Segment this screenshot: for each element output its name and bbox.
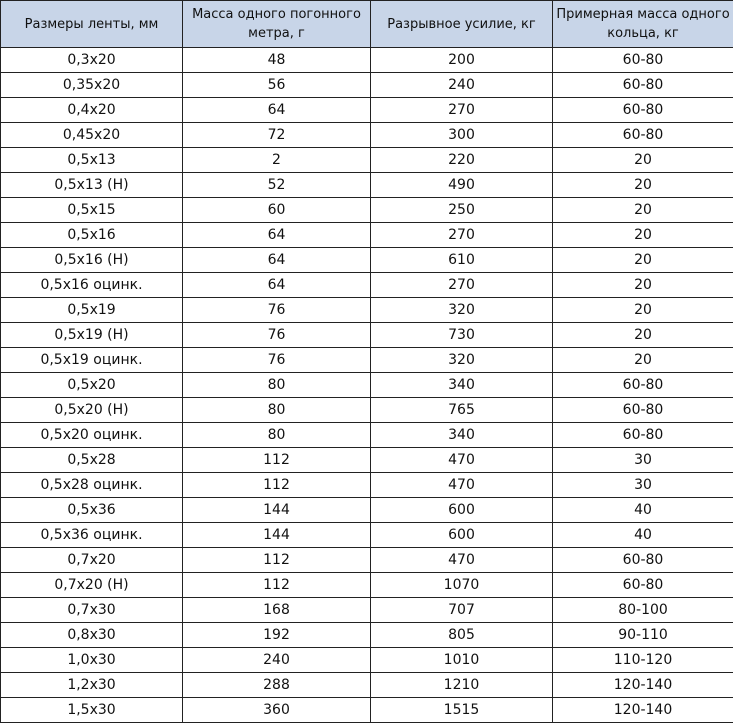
cell-coil-mass: 80-100 — [553, 598, 733, 623]
cell-mass-per-meter: 2 — [183, 148, 371, 173]
cell-mass-per-meter: 76 — [183, 348, 371, 373]
cell-tape-size: 1,5x30 — [1, 698, 183, 723]
header-row — [1, 1, 733, 48]
cell-coil-mass: 60-80 — [553, 398, 733, 423]
table-row — [1, 448, 733, 473]
cell-tape-size: 0,5x20 — [1, 373, 183, 398]
table-row — [1, 498, 733, 523]
cell-breaking-force: 600 — [371, 498, 553, 523]
cell-coil-mass: 20 — [553, 348, 733, 373]
cell-breaking-force: 1070 — [371, 573, 553, 598]
cell-tape-size: 0,5x16 — [1, 223, 183, 248]
table-row — [1, 523, 733, 548]
table-body — [1, 48, 733, 723]
table-row — [1, 648, 733, 673]
cell-breaking-force: 765 — [371, 398, 553, 423]
table-row — [1, 573, 733, 598]
cell-tape-size: 0,5x13 — [1, 148, 183, 173]
cell-coil-mass: 20 — [553, 198, 733, 223]
cell-breaking-force: 220 — [371, 148, 553, 173]
cell-breaking-force: 270 — [371, 273, 553, 298]
table-header — [1, 1, 733, 48]
table-row — [1, 173, 733, 198]
cell-mass-per-meter: 64 — [183, 248, 371, 273]
cell-tape-size: 1,2x30 — [1, 673, 183, 698]
cell-mass-per-meter: 72 — [183, 123, 371, 148]
cell-mass-per-meter: 64 — [183, 223, 371, 248]
cell-coil-mass: 90-110 — [553, 623, 733, 648]
table-row — [1, 598, 733, 623]
cell-breaking-force: 340 — [371, 423, 553, 448]
cell-tape-size: 0,5x16 (H) — [1, 248, 183, 273]
table-row — [1, 548, 733, 573]
table-row — [1, 698, 733, 723]
cell-tape-size: 0,5x19 (H) — [1, 323, 183, 348]
cell-tape-size: 1,0x30 — [1, 648, 183, 673]
table-row — [1, 473, 733, 498]
cell-mass-per-meter: 360 — [183, 698, 371, 723]
table-row — [1, 398, 733, 423]
cell-breaking-force: 470 — [371, 548, 553, 573]
cell-coil-mass: 60-80 — [553, 573, 733, 598]
cell-coil-mass: 120-140 — [553, 698, 733, 723]
cell-breaking-force: 730 — [371, 323, 553, 348]
cell-coil-mass: 60-80 — [553, 98, 733, 123]
table-row — [1, 673, 733, 698]
cell-mass-per-meter: 48 — [183, 48, 371, 73]
cell-tape-size: 0,5x36 оцинк. — [1, 523, 183, 548]
table-row — [1, 623, 733, 648]
cell-coil-mass: 110-120 — [553, 648, 733, 673]
cell-mass-per-meter: 52 — [183, 173, 371, 198]
cell-coil-mass: 40 — [553, 523, 733, 548]
cell-tape-size: 0,7x20 — [1, 548, 183, 573]
cell-breaking-force: 1515 — [371, 698, 553, 723]
cell-tape-size: 0,5x19 оцинк. — [1, 348, 183, 373]
cell-coil-mass: 20 — [553, 273, 733, 298]
cell-coil-mass: 20 — [553, 223, 733, 248]
cell-coil-mass: 20 — [553, 148, 733, 173]
cell-coil-mass: 60-80 — [553, 123, 733, 148]
cell-tape-size: 0,4x20 — [1, 98, 183, 123]
table-row — [1, 273, 733, 298]
table-row — [1, 223, 733, 248]
header-tape-size: Размеры ленты, мм — [1, 1, 183, 48]
cell-breaking-force: 270 — [371, 223, 553, 248]
cell-mass-per-meter: 56 — [183, 73, 371, 98]
cell-coil-mass: 60-80 — [553, 48, 733, 73]
cell-breaking-force: 270 — [371, 98, 553, 123]
cell-coil-mass: 30 — [553, 448, 733, 473]
cell-tape-size: 0,5x16 оцинк. — [1, 273, 183, 298]
cell-breaking-force: 805 — [371, 623, 553, 648]
cell-breaking-force: 470 — [371, 448, 553, 473]
cell-coil-mass: 60-80 — [553, 548, 733, 573]
table-row — [1, 323, 733, 348]
cell-coil-mass: 20 — [553, 323, 733, 348]
cell-breaking-force: 600 — [371, 523, 553, 548]
cell-breaking-force: 300 — [371, 123, 553, 148]
cell-breaking-force: 240 — [371, 73, 553, 98]
cell-tape-size: 0,7x30 — [1, 598, 183, 623]
cell-breaking-force: 1210 — [371, 673, 553, 698]
cell-tape-size: 0,5x36 — [1, 498, 183, 523]
cell-tape-size: 0,3x20 — [1, 48, 183, 73]
cell-mass-per-meter: 64 — [183, 273, 371, 298]
header-mass-per-meter: Масса одного погонного метра, г — [183, 1, 371, 48]
table-row — [1, 148, 733, 173]
table-row — [1, 123, 733, 148]
table-row — [1, 198, 733, 223]
header-breaking-force: Разрывное усилие, кг — [371, 1, 553, 48]
cell-tape-size: 0,5x20 (H) — [1, 398, 183, 423]
cell-coil-mass: 20 — [553, 298, 733, 323]
table-row — [1, 98, 733, 123]
cell-breaking-force: 200 — [371, 48, 553, 73]
cell-breaking-force: 320 — [371, 348, 553, 373]
cell-coil-mass: 20 — [553, 173, 733, 198]
cell-tape-size: 0,8x30 — [1, 623, 183, 648]
cell-breaking-force: 490 — [371, 173, 553, 198]
cell-tape-size: 0,5x20 оцинк. — [1, 423, 183, 448]
table-row — [1, 348, 733, 373]
table-row — [1, 298, 733, 323]
cell-mass-per-meter: 240 — [183, 648, 371, 673]
cell-mass-per-meter: 80 — [183, 423, 371, 448]
cell-tape-size: 0,5x28 оцинк. — [1, 473, 183, 498]
cell-mass-per-meter: 144 — [183, 523, 371, 548]
cell-mass-per-meter: 288 — [183, 673, 371, 698]
cell-coil-mass: 60-80 — [553, 73, 733, 98]
cell-mass-per-meter: 76 — [183, 298, 371, 323]
cell-breaking-force: 340 — [371, 373, 553, 398]
table-row — [1, 48, 733, 73]
cell-breaking-force: 320 — [371, 298, 553, 323]
cell-mass-per-meter: 192 — [183, 623, 371, 648]
cell-tape-size: 0,5x15 — [1, 198, 183, 223]
cell-mass-per-meter: 76 — [183, 323, 371, 348]
cell-mass-per-meter: 112 — [183, 548, 371, 573]
cell-mass-per-meter: 80 — [183, 373, 371, 398]
cell-tape-size: 0,7x20 (H) — [1, 573, 183, 598]
cell-tape-size: 0,5x13 (H) — [1, 173, 183, 198]
cell-coil-mass: 30 — [553, 473, 733, 498]
table-row — [1, 373, 733, 398]
cell-coil-mass: 60-80 — [553, 373, 733, 398]
cell-breaking-force: 470 — [371, 473, 553, 498]
cell-breaking-force: 707 — [371, 598, 553, 623]
cell-mass-per-meter: 168 — [183, 598, 371, 623]
cell-coil-mass: 20 — [553, 248, 733, 273]
cell-mass-per-meter: 112 — [183, 448, 371, 473]
table-row — [1, 73, 733, 98]
cell-mass-per-meter: 112 — [183, 473, 371, 498]
header-coil-mass: Примерная масса одного кольца, кг — [553, 1, 733, 48]
cell-mass-per-meter: 80 — [183, 398, 371, 423]
cell-tape-size: 0,5x28 — [1, 448, 183, 473]
cell-tape-size: 0,5x19 — [1, 298, 183, 323]
cell-coil-mass: 40 — [553, 498, 733, 523]
cell-breaking-force: 1010 — [371, 648, 553, 673]
cell-tape-size: 0,35x20 — [1, 73, 183, 98]
table-row — [1, 423, 733, 448]
cell-breaking-force: 250 — [371, 198, 553, 223]
cell-mass-per-meter: 112 — [183, 573, 371, 598]
cell-breaking-force: 610 — [371, 248, 553, 273]
cell-tape-size: 0,45x20 — [1, 123, 183, 148]
cell-mass-per-meter: 60 — [183, 198, 371, 223]
cell-mass-per-meter: 64 — [183, 98, 371, 123]
table-row — [1, 248, 733, 273]
cell-coil-mass: 120-140 — [553, 673, 733, 698]
cell-coil-mass: 60-80 — [553, 423, 733, 448]
cell-mass-per-meter: 144 — [183, 498, 371, 523]
